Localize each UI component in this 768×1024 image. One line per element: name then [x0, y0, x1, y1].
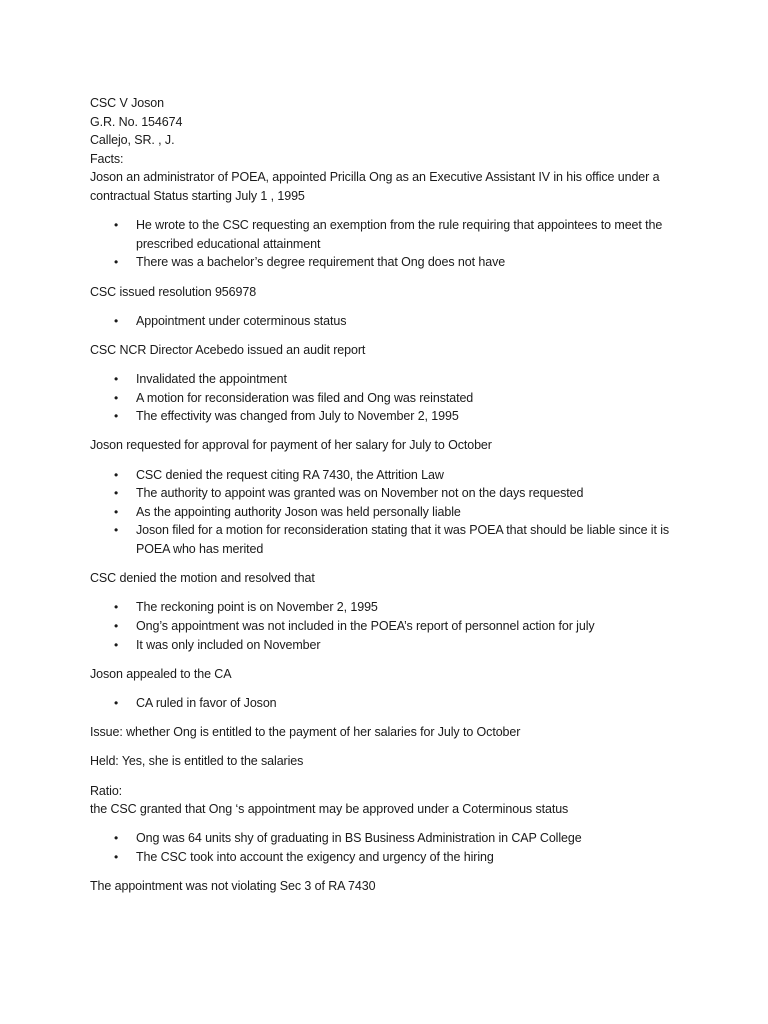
spacer — [90, 713, 690, 724]
list-item — [90, 216, 690, 253]
bullet-glyph: • — [114, 390, 119, 405]
list-item — [90, 503, 690, 522]
section-heading: CSC issued resolution 956978 — [90, 284, 257, 299]
bullet-glyph: • — [114, 831, 119, 846]
list-item — [90, 407, 690, 426]
spacer — [90, 360, 690, 371]
bullet-list — [90, 370, 690, 426]
list-item — [90, 484, 690, 503]
bullet-glyph: • — [114, 637, 119, 652]
list-item — [90, 694, 690, 713]
bullet-glyph: • — [114, 255, 119, 270]
spacer — [90, 654, 690, 665]
ratio-label: Ratio: — [90, 783, 123, 798]
gr-number: G.R. No. 154674 — [90, 114, 183, 129]
ponente: Callejo, SR. , J. — [90, 133, 175, 148]
list-item-text: The effectivity was changed from July to November 2, 1995 — [136, 409, 459, 424]
list-item-text: The CSC took into account the exigency and urgency of the hiring — [136, 849, 494, 864]
list-item-text: He wrote to the CSC requesting an exemption from the rule requiring that appointees to meet the prescribed educational attainment — [136, 218, 663, 251]
spacer — [90, 819, 690, 830]
bullet-list — [90, 598, 690, 654]
facts-label: Facts: — [90, 151, 124, 166]
bullet-glyph: • — [114, 409, 119, 424]
list-item-text: There was a bachelor’s degree requirement that Ong does not have — [136, 255, 506, 270]
bullet-glyph: • — [114, 218, 119, 233]
held-statement: Held: Yes, she is entitled to the salaries — [90, 754, 304, 769]
list-item — [90, 848, 690, 867]
list-item-text: Appointment under coterminous status — [136, 313, 347, 328]
document-body — [90, 94, 690, 896]
bullet-glyph: • — [114, 600, 119, 615]
bullet-glyph: • — [114, 523, 119, 538]
bullet-glyph: • — [114, 849, 119, 864]
spacer — [90, 330, 690, 341]
spacer — [90, 588, 690, 599]
list-item-text: The reckoning point is on November 2, 1995 — [136, 600, 378, 615]
list-item — [90, 370, 690, 389]
list-item — [90, 636, 690, 655]
list-item — [90, 829, 690, 848]
spacer — [90, 867, 690, 878]
spacer — [90, 683, 690, 694]
list-item — [90, 253, 690, 272]
issue-statement: Issue: whether Ong is entitled to the payment of her salaries for July to October — [90, 725, 521, 740]
bullet-glyph: • — [114, 372, 119, 387]
spacer — [90, 272, 690, 283]
ratio-text: the CSC granted that Ong ‘s appointment may be approved under a Coterminous status — [90, 802, 569, 817]
list-item-text: CA ruled in favor of Joson — [136, 695, 277, 710]
list-item — [90, 617, 690, 636]
list-item — [90, 389, 690, 408]
spacer — [90, 426, 690, 437]
case-title: CSC V Joson — [90, 96, 164, 110]
list-item-text: Invalidated the appointment — [136, 372, 287, 387]
bullet-glyph: • — [114, 504, 119, 519]
facts-intro: Joson an administrator of POEA, appointed Pricilla Ong as an Executive Assistant IV in his office under a contractual Status starting July 1 , 1995 — [90, 170, 660, 203]
bullet-glyph: • — [114, 619, 119, 633]
spacer — [90, 455, 690, 466]
bullet-list — [90, 312, 690, 331]
ratio-bullet-list — [90, 829, 690, 866]
bullet-list — [90, 466, 690, 559]
conclusion: The appointment was not violating Sec 3 of RA 7430 — [90, 879, 376, 894]
spacer — [90, 771, 690, 782]
facts-bullet-list — [90, 216, 690, 272]
list-item-text: Ong was 64 units shy of graduating in BS Business Administration in CAP College — [136, 831, 582, 846]
section-heading: Joson appealed to the CA — [90, 666, 232, 681]
spacer — [90, 301, 690, 312]
list-item-text: Ong’s appointment was not included in the POEA’s report of personnel action for july — [136, 619, 595, 633]
bullet-glyph: • — [114, 695, 119, 710]
list-item-text: The authority to appoint was granted was on November not on the days requested — [136, 486, 584, 501]
list-item — [90, 521, 690, 558]
spacer — [90, 559, 690, 570]
bullet-glyph: • — [114, 313, 119, 328]
list-item-text: It was only included on November — [136, 637, 321, 652]
list-item-text: As the appointing authority Joson was held personally liable — [136, 504, 461, 519]
list-item-text: Joson filed for a motion for reconsideration stating that it was POEA that should be liable since it is POEA who has merited — [136, 523, 670, 557]
list-item — [90, 598, 690, 617]
list-item-text: CSC denied the request citing RA 7430, the Attrition Law — [136, 467, 444, 482]
spacer — [90, 206, 690, 217]
bullet-glyph: • — [114, 486, 119, 501]
list-item — [90, 466, 690, 485]
bullet-list — [90, 694, 690, 713]
list-item — [90, 312, 690, 331]
spacer — [90, 742, 690, 753]
section-heading: CSC denied the motion and resolved that — [90, 571, 315, 586]
bullet-glyph: • — [114, 467, 119, 482]
list-item-text: A motion for reconsideration was filed and Ong was reinstated — [136, 390, 474, 405]
section-heading: CSC NCR Director Acebedo issued an audit report — [90, 342, 366, 357]
section-heading: Joson requested for approval for payment of her salary for July to October — [90, 438, 492, 453]
